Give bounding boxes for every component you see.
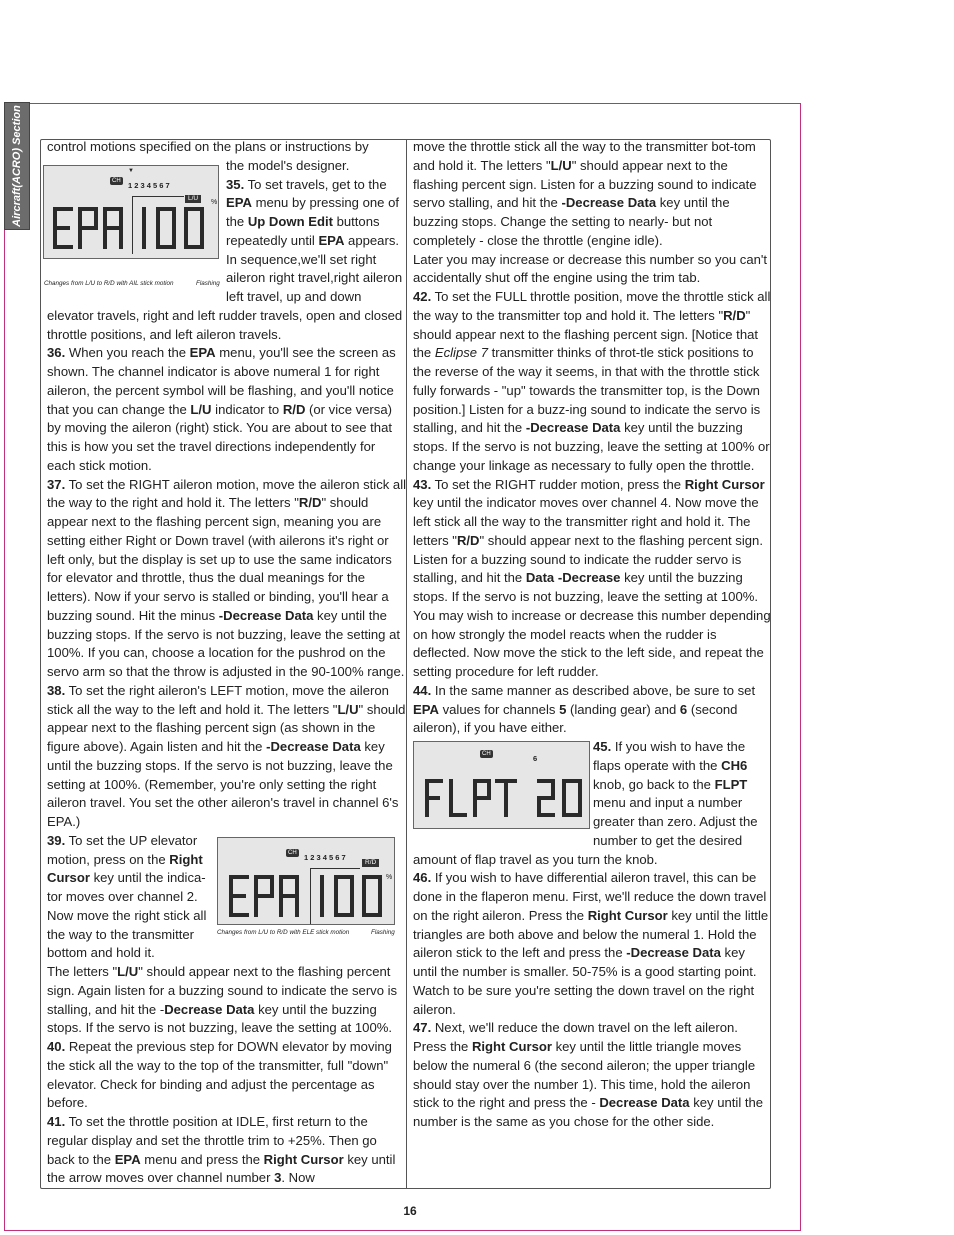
paragraph-42: 42. To set the FULL throttle position, move the throttle stick all the way to the transmitter top and hold it. The letters "R/D" should appear next to the flashing percent sign. [Notice that the Eclipse 7 transmitter thinks of throt-tle stick positions to the reverse of the way it seems, in that with the throttle stick fully forwards - "up" towards the transmitter top, is the Down position.] Listen for a buzz-ing sound to indicate the servo is stalling, and hit the -Decrease Data key until the buzzing stops. If the servo is not buzzing, leave the setting at 100% or change your linkage as necessary to fully open the throttle.: [413, 289, 771, 473]
left-column: [44, 138, 407, 1188]
paragraph-35: 35. To set travels, get to the EPA menu by pressing one of the Up Down Edit buttons repeatedly until EPA appears. In sequence,we'll set right aileron right travel,right aileron left travel, up and down elevator travels, right and left rudder travels, open and closed throttle positions, and left aileron travels.: [47, 176, 403, 342]
lcd-ch-badge: CH: [482, 751, 491, 757]
figure2-flashing-label: Flashing: [371, 928, 395, 936]
lcd-epa-digits: [228, 874, 308, 918]
left-intro-cont: the model's designer.: [226, 157, 350, 173]
lcd-channel-number: 6: [533, 754, 538, 763]
page-border-right: [800, 103, 801, 1231]
lcd-ch-badge: CH: [112, 177, 121, 184]
section-tab-label: Aircraft(ACRO) Section: [11, 105, 23, 227]
paragraph-37: 37. To set the RIGHT aileron motion, move the aileron stick all the way to the right and hold it. The letters "R/D" should appear next to the flashing percent sign, meaning you are setting either Right or Down travel (with ailerons it's right or left only, but the display is set up to use the same indicators for elevator and throttle, thus the dual meanings for the letters). Now if your servo is stalled or binding, you'll hear a buzzing sound. Hit the minus -Decrease Data key until the buzzing stops. If the servo is not buzzing, leave the setting at 100%. If you can, choose a location for the pushrod on the servo arm so that the throw is adjusted in the 90-100% range.: [47, 476, 407, 679]
lcd-top-line: [132, 196, 184, 197]
lcd-screen: [413, 741, 590, 829]
page-number: 16: [403, 1204, 417, 1218]
figure2-caption: Changes from L/U to R/D with ELE stick motion: [217, 928, 350, 936]
page-border-top: [30, 103, 801, 104]
right-intro: move the throttle stick all the way to the transmitter bot-tom and hold it. The letters "L/U" should appear next to the flashing percent sign. Listen for a buzzing sound to indicate servo stalling, and hit the -Decrease Data key until the buzzing stops. Change the setting to nearly- but not completely - close the throttle (engine idle).: [413, 139, 757, 248]
figure-flpt: [413, 741, 593, 833]
section-tab: [4, 102, 30, 230]
page-border-bottom: [4, 1230, 801, 1231]
lcd-screen: [217, 837, 395, 925]
lcd-flpt-digits: [424, 778, 524, 818]
paragraph-47: 47. Next, we'll reduce the down travel on the left aileron. Press the Right Cursor key until the little triangle moves below the numeral 6 (the second aileron; the upper triangle should stay over the number 1). This time, hold the aileron stick to the right and press the - Decrease Data key until the number is the same as you chose for the other side.: [413, 1020, 764, 1129]
lcd-value-digits: [536, 778, 586, 818]
figure1-caption: Changes from L/U to R/D with AIL stick motion: [44, 279, 174, 287]
lcd-percent-symbol: %: [386, 873, 393, 881]
lcd-channel-numbers: 1 2 3 4 5 6 7: [128, 180, 170, 190]
paragraph-36: 36. When you reach the EPA menu, you'll see the screen as shown. The channel indicator is above numeral 1 for right aileron, the percent symbol will be flashing, and you'll notice that you can change the L/U indicator to R/D (or vice versa) by moving the aileron (right) stick. You are about to see that this is how you set the travel directions independently for each stick motion.: [47, 345, 396, 473]
right-column: [413, 138, 771, 1132]
paragraph-46: 46. If you wish to have differential aileron travel, this can be done in the flaperon menu. First, we'll reduce the down travel on the right aileron. Press the Right Cursor key until the little triangles are both above and below the numeral 1. Hold the aileron stick to the left and press the -Decrease Data key until the number is smaller. 50-75% is a good starting point. Watch to be sure you're setting the down travel on the right aileron.: [413, 870, 769, 1017]
lcd-mode-indicator: L/U: [185, 195, 201, 203]
paragraph-38: 38. To set the right aileron's LEFT motion, move the aileron stick all the way to the left and hold it. The letters "L/U" should appear next to the flashing percent sign (as shown in the figure above). Again listen and hit the -Decrease Data key until the buzzing stops. If the servo is not buzzing, leave the setting at 100%. (Remember, you're only setting the right aileron travel. You set the other aileron's travel in channel 6's EPA.): [47, 682, 406, 829]
channel-pointer-icon: ▼: [128, 167, 134, 174]
paragraph-43: 43. To set the RIGHT rudder motion, press the Right Cursor key until the indicator moves over channel 4. Now move the left stick all the way to the transmitter right and hold it. The letters "R/D" should appear next to the flashing percent sign. Listen for a buzzing sound to indicate the rudder servo is stalling, and hit the Data -Decrease key until the buzzing stops. If the servo is not buzzing, leave the setting at 100%. You may wish to increase or decrease this number depending on how strongly the model reacts when the rudder is deflected. Now move the stick to the left side, and repeat the setting procedure for left rudder.: [413, 476, 771, 679]
figure-epa-rd: [217, 837, 407, 936]
paragraph-39-cont: The letters "L/U" should appear next to the flashing percent sign. Again listen for a buzzing sound to indicate the servo is stalling, and hit the -Decrease Data key until the buzzing stops. If the servo is not buzzing, leave the setting at 100%.: [47, 964, 398, 1036]
lcd-screen: [43, 165, 219, 259]
lcd-divider-line: [132, 196, 133, 254]
lcd-mode-indicator: R/D: [362, 859, 379, 867]
lcd-channel-numbers: 1 2 3 4 5 6 7: [304, 852, 346, 862]
right-intro-later: Later you may increase or decrease this number so you can't accidentally shut off the engine using the trim tab.: [413, 251, 768, 286]
left-intro-line: control motions specified on the plans or instructions by: [47, 139, 369, 154]
paragraph-45: 45. If you wish to have the flaps operate with the CH6 knob, go back to the FLPT menu and input a number greater than zero. Adjust the number to get the desired amount of flap travel as you turn the knob.: [413, 739, 758, 867]
lcd-value-digits: [314, 874, 394, 918]
lcd-value-digits: [136, 206, 216, 250]
page-border-left: [4, 228, 5, 1231]
lcd-percent-symbol: %: [211, 198, 218, 206]
lcd-ch-badge: CH: [288, 849, 297, 856]
paragraph-44: 44. In the same manner as described above, be sure to set EPA values for channels 5 (landing gear) and 6 (second aileron), if you have either.: [413, 682, 756, 736]
lcd-top-line: [310, 868, 360, 869]
lcd-epa-digits: [52, 206, 132, 250]
lcd-divider-line: [310, 868, 311, 924]
paragraph-41: 41. To set the throttle position at IDLE, first return to the regular display and set the throttle trim to +25%. Then go back to the EPA menu and press the Right Cursor key until the arrow moves over channel number 3. Now: [47, 1114, 396, 1186]
paragraph-40: 40. Repeat the previous step for DOWN elevator by moving the stick all the way to the top of the transmitter, full "down" elevator. Check for binding and adjust the percentage as before.: [47, 1039, 392, 1111]
figure-epa-lu: [44, 157, 226, 289]
paragraph-39: 39. To set the UP elevator motion, press on the Right Cursor key until the indica-tor moves over channel 2. Now move the right stick all the way to the transmitter bottom and hold it.: [47, 832, 207, 961]
figure1-flashing-label: Flashing: [196, 279, 220, 287]
